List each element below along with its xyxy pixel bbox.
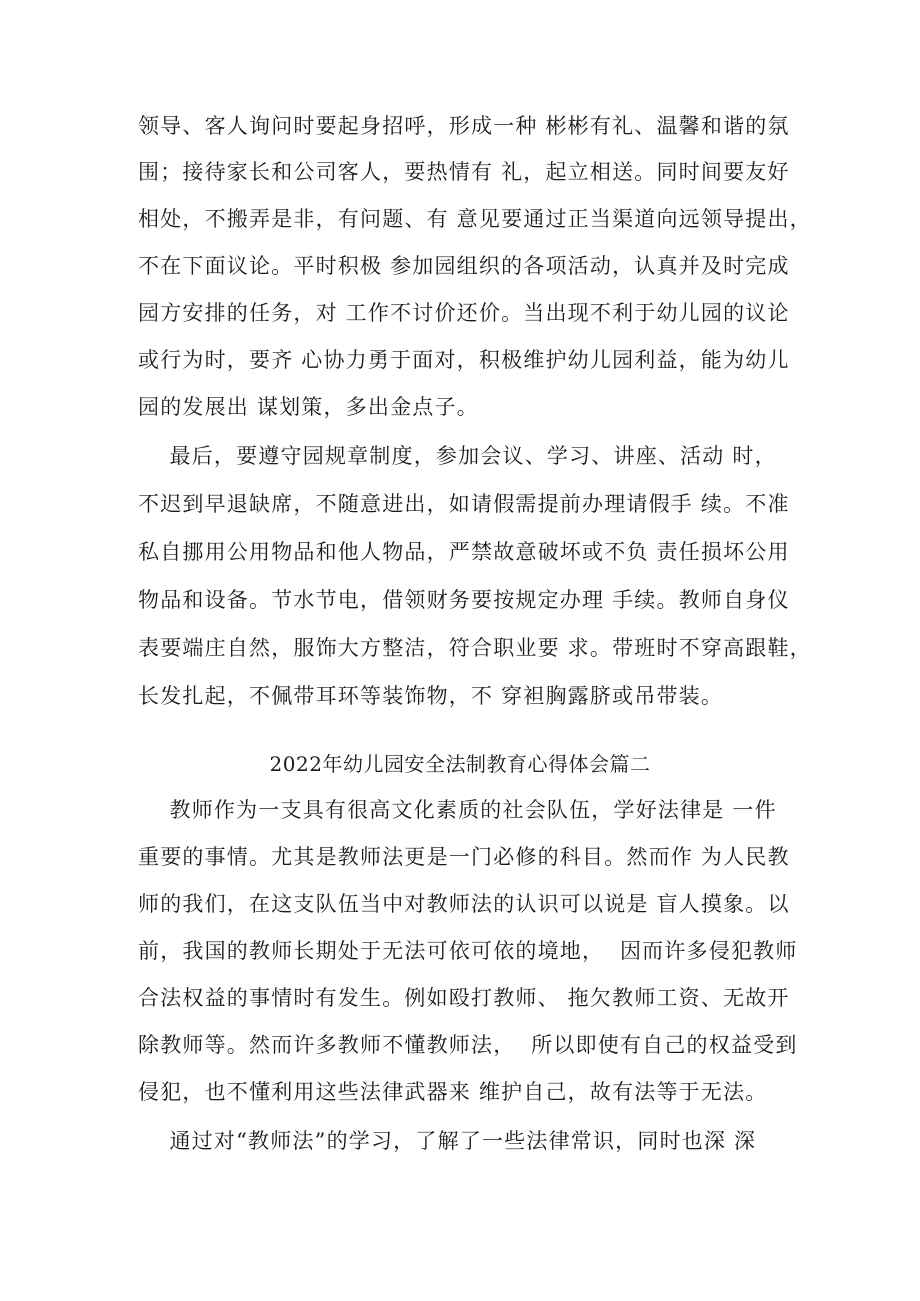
paragraph-line: 或行为时，要齐 心协力勇于面对，积极维护幼儿园利益，能为幼儿 bbox=[138, 348, 790, 372]
paragraph-line: 前，我国的教师长期处于无法可依可依的境地， 因而许多侵犯教师 bbox=[138, 939, 798, 963]
paragraph-line: 围；接待家长和公司客人，要热情有 礼，起立相送。同时间要友好 bbox=[138, 160, 790, 184]
paragraph-line: 合法权益的事情时有发生。例如殴打教师、 拖欠教师工资、无故开 bbox=[138, 986, 790, 1010]
paragraph-line: 表要端庄自然，服饰大方整洁，符合职业要 求。带班时不穿高跟鞋， bbox=[138, 636, 812, 660]
paragraph-line: 最后，要遵守园规章制度，参加会议、学习、讲座、活动 时， bbox=[138, 444, 777, 468]
paragraph-line: 通过对“教师法”的学习，了解了一些法律常识，同时也深 深 bbox=[138, 1129, 757, 1153]
paragraph-line: 园方安排的任务，对 工作不讨价还价。当出现不利于幼儿园的议论 bbox=[138, 301, 790, 325]
paragraph-line: 私自挪用公用物品和他人物品，严禁故意破坏或不负 责任损坏公用 bbox=[138, 540, 790, 564]
paragraph-line: 园的发展出 谋划策，多出金点子。 bbox=[138, 395, 479, 419]
paragraph-line: 长发扎起，不佩带耳环等装饰物，不 穿袒胸露脐或吊带装。 bbox=[138, 684, 724, 708]
paragraph-line: 不在下面议论。平时积极 参加园组织的各项活动，认真并及时完成 bbox=[138, 254, 790, 278]
section-title: 2022年幼儿园安全法制教育心得体会篇二 bbox=[269, 752, 651, 776]
paragraph-line: 不迟到早退缺席，不随意进出，如请假需提前办理请假手 续。不准 bbox=[138, 492, 790, 516]
paragraph-line: 师的我们，在这支队伍当中对教师法的认识可以说是 盲人摸象。以 bbox=[138, 892, 790, 916]
paragraph-line: 重要的事情。尤其是教师法更是一门必修的科目。然而作 为人民教 bbox=[138, 845, 790, 869]
paragraph-line: 教师作为一支具有很高文化素质的社会队伍，学好法律是 一件 bbox=[138, 798, 777, 822]
paragraph-line: 侵犯，也不懂利用这些法律武器来 维护自己，故有法等于无法。 bbox=[138, 1080, 768, 1104]
paragraph-line: 除教师等。然而许多教师不懂教师法， 所以即使有自己的权益受到 bbox=[138, 1033, 798, 1057]
paragraph-line: 领导、客人询问时要起身招呼，形成一种 彬彬有礼、温馨和谐的氛 bbox=[138, 114, 790, 138]
paragraph-line: 相处，不搬弄是非，有问题、有 意见要通过正当渠道向远领导提出， bbox=[138, 207, 812, 231]
paragraph-line: 物品和设备。节水节电，借领财务要按规定办理 手续。教师自身仪 bbox=[138, 588, 790, 612]
